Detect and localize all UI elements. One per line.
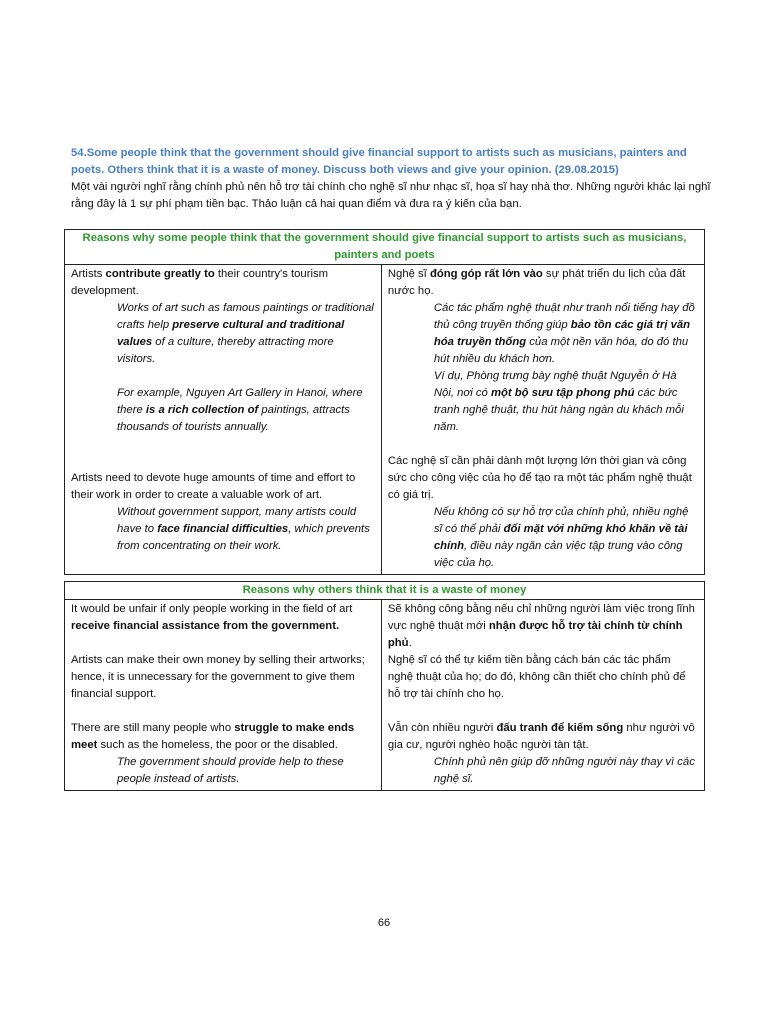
waste-vi-point-1: Sẽ không công bằng nếu chỉ những người làm việc trong lĩnh vực nghệ thuật mới nhận được hỗ trợ tài chính từ chính phủ. bbox=[387, 603, 695, 649]
waste-vietnamese-column bbox=[381, 600, 704, 791]
page-number: 66 bbox=[377, 917, 391, 929]
waste-english-column bbox=[65, 600, 382, 791]
support-vi-point-1: Nghệ sĩ đóng góp rất lớn vào sự phát triển du lịch của đất nước họ. bbox=[387, 268, 686, 297]
support-vi-example-3: Nếu không có sự hỗ trợ của chính phủ, nhiều nghệ sĩ có thể phải đối mặt với những khó khăn về tài chính, điều này ngăn cản việc tập trung vào công việc của họ. bbox=[433, 506, 689, 569]
waste-en-example-1: The government should provide help to these people instead of artists. bbox=[117, 756, 344, 785]
support-reasons-table bbox=[64, 229, 705, 575]
waste-vi-example-1: Chính phủ nên giúp đỡ những người này thay vì các nghệ sĩ. bbox=[433, 756, 695, 785]
waste-vi-point-2: Nghệ sĩ có thể tự kiếm tiền bằng cách bán các tác phẩm nghệ thuật của họ; do đó, không cần thiết cho chính phủ để hỗ trợ tài chính cho họ. bbox=[387, 654, 686, 700]
question-translation: Một vài người nghĩ rằng chính phủ nên hỗ trợ tài chính cho nghệ sĩ như nhạc sĩ, họa sĩ hay nhà thơ. Những người khác lại nghĩ rằng đây là 1 sự phí phạm tiền bạc. Thảo luận cả hai quan điểm và đưa ra ý kiến của bạn. bbox=[71, 181, 711, 210]
waste-en-point-2: Artists can make their own money by selling their artworks; hence, it is unnecessary for the government to give them financial support. bbox=[71, 654, 365, 700]
support-vietnamese-column bbox=[381, 265, 704, 575]
support-vi-point-2: Các nghệ sĩ cần phải dành một lượng lớn thời gian và công sức cho công việc của họ để tạo ra một tác phẩm nghệ thuật có giá trị. bbox=[387, 455, 692, 501]
support-table-header: Reasons why some people think that the government should give financial support to artists such as musicians, painters and poets bbox=[65, 230, 705, 265]
waste-vi-point-3: Vẫn còn nhiều người đấu tranh để kiếm sống như người vô gia cư, người nghèo hoặc người tàn tật. bbox=[387, 722, 695, 751]
support-vi-example-1: Các tác phẩm nghệ thuật như tranh nổi tiếng hay đồ thủ công truyền thống giúp bảo tồn các giá trị văn hóa truyền thống của một nền văn hóa, do đó thu hút nhiều du khách hơn. bbox=[433, 302, 695, 365]
support-en-point-1: Artists contribute greatly to their country's tourism development. bbox=[71, 268, 329, 297]
support-en-example-1: Works of art such as famous paintings or traditional crafts help preserve cultural and traditional values of a culture, thereby attracting more visitors. bbox=[117, 302, 374, 365]
waste-reasons-table bbox=[64, 581, 705, 791]
support-en-point-2: Artists need to devote huge amounts of time and effort to their work in order to create a valuable work of art. bbox=[71, 472, 356, 501]
waste-en-point-3: There are still many people who struggle to make ends meet such as the homeless, the poor or the disabled. bbox=[71, 722, 355, 751]
question-title: 54.Some people think that the government should give financial support to artists such as musicians, painters and poets. Others think that it is a waste of money. Discuss both views and give your opinion. (29.08.2015) bbox=[71, 147, 687, 176]
support-en-example-3: Without government support, many artists could have to face financial difficulties, which prevents from concentrating on their work. bbox=[117, 506, 370, 552]
support-english-column bbox=[65, 265, 382, 575]
support-vi-example-2: Ví dụ, Phòng trưng bày nghệ thuật Nguyễn ở Hà Nội, nơi có một bộ sưu tập phong phú các bức tranh nghệ thuật, thu hút hàng ngàn du khách mỗi năm. bbox=[433, 370, 684, 433]
question-block bbox=[71, 145, 711, 213]
waste-en-point-1: It would be unfair if only people working in the field of art receive financial assistance from the government. bbox=[71, 603, 353, 632]
waste-table-header: Reasons why others think that it is a waste of money bbox=[65, 582, 705, 600]
support-en-example-2: For example, Nguyen Art Gallery in Hanoi, where there is a rich collection of paintings, attracts thousands of tourists annually. bbox=[117, 387, 363, 433]
